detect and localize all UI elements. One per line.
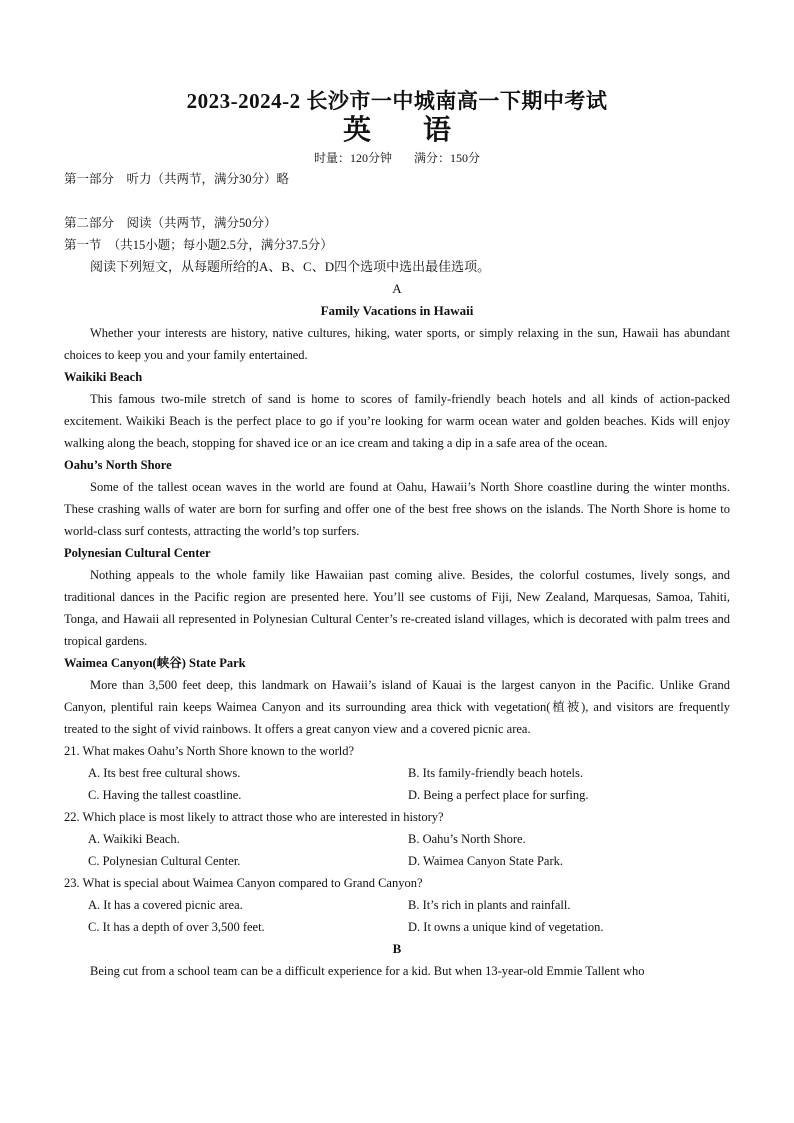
option-d: D. Being a perfect place for surfing. [408, 788, 589, 802]
option-c: C. Polynesian Cultural Center. [88, 854, 241, 868]
instruction-text: 阅读下列短文，从每题所给的A、B、C、D四个选项中选出最佳选项。 [90, 259, 491, 274]
exam-meta [64, 148, 730, 168]
option-d: D. Waimea Canyon State Park. [408, 854, 563, 868]
section1-heading: 第一节 （共15小题；每小题2.5分，满分37.5分） [64, 238, 333, 252]
question-23-options [64, 894, 730, 938]
option-b: B. It’s rich in plants and rainfall. [408, 898, 571, 912]
question-22-options [64, 828, 730, 872]
question-23-stem: 23. What is special about Waimea Canyon compared to Grand Canyon? [64, 876, 423, 890]
passage-a-title: Family Vacations in Hawaii [320, 303, 474, 318]
option-a: A. Its best free cultural shows. [88, 766, 241, 780]
section-text-polynesian: Nothing appeals to the whole family like Hawaiian past coming alive. Besides, the colorful costumes, lively songs, and traditional dances in the Pacific region are presented here. You’ll see customs of Fiji, New Zealand, Marquesas, Samoa, Tahiti, Tonga, and Hawaii all represented in Polynesian Cultural Center’s re-created island villages, which is decorated with palm trees and tropical gardens. [64, 568, 730, 648]
question-21-stem: 21. What makes Oahu’s North Shore known to the world? [64, 744, 354, 758]
section-text-waikiki: This famous two-mile stretch of sand is home to scores of family-friendly beach hotels and all kinds of action-packed excitement. Waikiki Beach is the perfect place to go if you’re looking for warm ocean water and golden beaches. Kids will enjoy walking along the beach, stopping for shaved ice or an ice cream and taking a dip in a safe area of the ocean. [64, 392, 730, 450]
option-b: B. Its family-friendly beach hotels. [408, 766, 583, 780]
subject-title [64, 114, 730, 148]
question-22-stem: 22. Which place is most likely to attract those who are interested in history? [64, 810, 444, 824]
section-text-north-shore: Some of the tallest ocean waves in the world are found at Oahu, Hawaii’s North Shore coastline during the winter months. These crashing walls of water are born for surfing and offer one of the best free shows on the islands. The North Shore is home to world-class surf contests, attracting the world’s top surfers. [64, 480, 730, 538]
exam-page [64, 88, 730, 982]
passage-b-first-line: Being cut from a school team can be a difficult experience for a kid. But when 13-year-old Emmie Tallent who [90, 964, 645, 978]
option-d: D. It owns a unique kind of vegetation. [408, 920, 604, 934]
option-c: C. Having the tallest coastline. [88, 788, 242, 802]
subject-char-1: 英 [342, 115, 371, 146]
passage-a-intro: Whether your interests are history, native cultures, hiking, water sports, or simply relaxing in the sun, Hawaii has abundant choices to keep you and your family entertained. [64, 326, 730, 362]
option-a: A. Waikiki Beach. [88, 832, 180, 846]
part2-heading: 第二部分 阅读（共两节，满分50分） [64, 216, 277, 230]
section-text-waimea: More than 3,500 feet deep, this landmark on Hawaii’s island of Kauai is the largest canyon in the Pacific. Unlike Grand Canyon, plentiful rain keeps Waimea Canyon and its surrounding area thick with vegetation(植被), and visitors are frequently treated to the sight of vivid rainbows. It offers a great canyon view and a covered picnic area. [64, 678, 730, 736]
section-heading-north-shore: Oahu’s North Shore [64, 458, 172, 472]
section-heading-waikiki: Waikiki Beach [64, 370, 143, 384]
section-heading-polynesian: Polynesian Cultural Center [64, 546, 211, 560]
option-b: B. Oahu’s North Shore. [408, 832, 526, 846]
question-21-options [64, 762, 730, 806]
section-heading-waimea: Waimea Canyon(峡谷) State Park [64, 656, 246, 670]
passage-b-letter: B [392, 941, 402, 956]
option-c: C. It has a depth of over 3,500 feet. [88, 920, 265, 934]
exam-title: 2023-2024-2 长沙市一中城南高一下期中考试 [186, 89, 608, 113]
part1-heading: 第一部分 听力（共两节，满分30分）略 [64, 172, 290, 186]
subject-char-2: 语 [423, 115, 452, 146]
passage-a-letter: A [392, 281, 402, 296]
exam-time: 时量：120分钟 [313, 151, 392, 165]
option-a: A. It has a covered picnic area. [88, 898, 243, 912]
exam-score: 满分：150分 [414, 151, 481, 165]
